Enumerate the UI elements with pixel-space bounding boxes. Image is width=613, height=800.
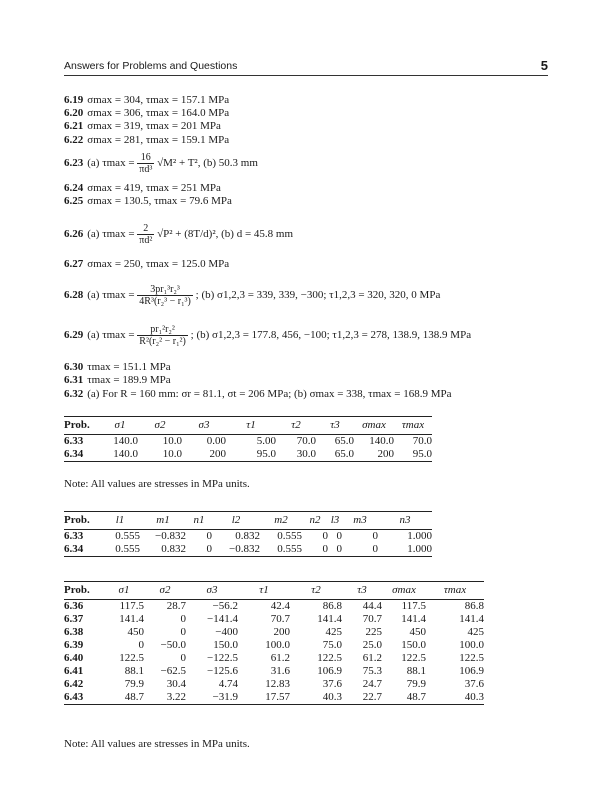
table-header-row: Prob. σ1 σ2 σ3 τ1 τ2 τ3 σmax τmax [64,582,484,600]
table-row: 6.34 0.555 0.832 0 −0.832 0.555 0 0 0 1.000 [64,543,432,555]
table-row: 6.42 79.9 30.4 4.74 12.83 37.6 24.7 79.9 37.6 [64,678,484,690]
answer-6-29: 6.29 (a) τmax = $\frac{\text{pr₁²r₂²}}{\text{R²(r₂² − r₁²)}}$ ; (b) σ1,2,3 = 177.8, 456, −100; τ1,2,3 = 278, 138.9, 138.9 MPa [64,323,472,347]
table-row: 6.34 140.0 10.0 200 95.0 30.0 65.0 200 95.0 [64,448,432,460]
table-row: 6.36 117.5 28.7 −56.2 42.4 86.8 44.4 117.5 86.8 [64,600,484,612]
fraction: $\frac{16}{\text{πd³}}$ [139,151,153,175]
table-row: 6.37 141.4 0 −141.4 70.7 141.4 70.7 141.4 141.4 [64,613,484,625]
stress-table-2 [64,581,484,705]
answer-6-31: 6.31 τmax = 189.9 MPa [64,374,171,386]
header-title: Answers for Problems and Questions [64,60,238,72]
direction-cosine-table [64,511,432,557]
answer-6-32: 6.32 (a) For R = 160 mm: σr = 81.1, σt = 206 MPa; (b) σmax = 338, τmax = 168.9 MPa [64,388,452,400]
answer-6-22: 6.22 σmax = 281, τmax = 159.1 MPa [64,134,230,146]
table-note: Note: All values are stresses in MPa units. [64,738,250,750]
table-note: Note: All values are stresses in MPa units. [64,478,250,490]
answer-6-20: 6.20 σmax = 306, τmax = 164.0 MPa [64,107,230,119]
table-row: 6.43 48.7 3.22 −31.9 17.57 40.3 22.7 48.7 40.3 [64,691,484,703]
fraction: $\frac{\text{3pr₁³r₂³}}{\text{4R³(r₂³ − r₁³)}}$ [139,283,191,307]
answer-6-24: 6.24 σmax = 419, τmax = 251 MPa [64,182,221,194]
table-row: 6.39 0 −50.0 150.0 100.0 75.0 25.0 150.0 100.0 [64,639,484,651]
table-row: 6.33 140.0 10.0 0.00 5.00 70.0 65.0 140.0 70.0 [64,435,432,447]
answer-6-19: 6.19 σmax = 304, τmax = 157.1 MPa [64,94,230,106]
answer-6-27: 6.27 σmax = 250, τmax = 125.0 MPa [64,258,230,270]
answer-6-30: 6.30 τmax = 151.1 MPa [64,361,171,373]
answer-6-26: 6.26 (a) τmax = $\frac{2}{\text{πd²}}$ √P² + (8T/d)², (b) d = 45.8 mm [64,222,294,246]
running-header [64,58,548,74]
header-rule [64,75,548,76]
fraction: $\frac{2}{\text{πd²}}$ [139,222,153,246]
fraction: $\frac{\text{pr₁²r₂²}}{\text{R²(r₂² − r₁²)}}$ [139,323,186,347]
table-row: 6.41 88.1 −62.5 −125.6 31.6 106.9 75.3 88.1 106.9 [64,665,484,677]
table-header-row: Prob. l1 m1 n1 l2 m2 n2 l3 m3 n3 [64,512,432,530]
answer-6-28: 6.28 (a) τmax = $\frac{\text{3pr₁³r₂³}}{\text{4R³(r₂³ − r₁³)}}$ ; (b) σ1,2,3 = 339, 339, −300; τ1,2,3 = 320, 320, 0 MPa [64,283,441,307]
table-row: 6.40 122.5 0 −122.5 61.2 122.5 61.2 122.5 122.5 [64,652,484,664]
answer-6-25: 6.25 σmax = 130.5, τmax = 79.6 MPa [64,195,232,207]
answer-6-23: 6.23 (a) τmax = $\frac{16}{\text{πd³}}$ √M² + T², (b) 50.3 mm [64,151,258,175]
answer-6-21: 6.21 σmax = 319, τmax = 201 MPa [64,120,221,132]
table-header-row: Prob. σ1 σ2 σ3 τ1 τ2 τ3 σmax τmax [64,417,432,435]
page-number: 5 [540,58,548,73]
stress-table-1 [64,416,432,462]
table-row: 6.38 450 0 −400 200 425 225 450 425 [64,626,484,638]
table-row: 6.33 0.555 −0.832 0 0.832 0.555 0 0 0 1.000 [64,530,432,542]
